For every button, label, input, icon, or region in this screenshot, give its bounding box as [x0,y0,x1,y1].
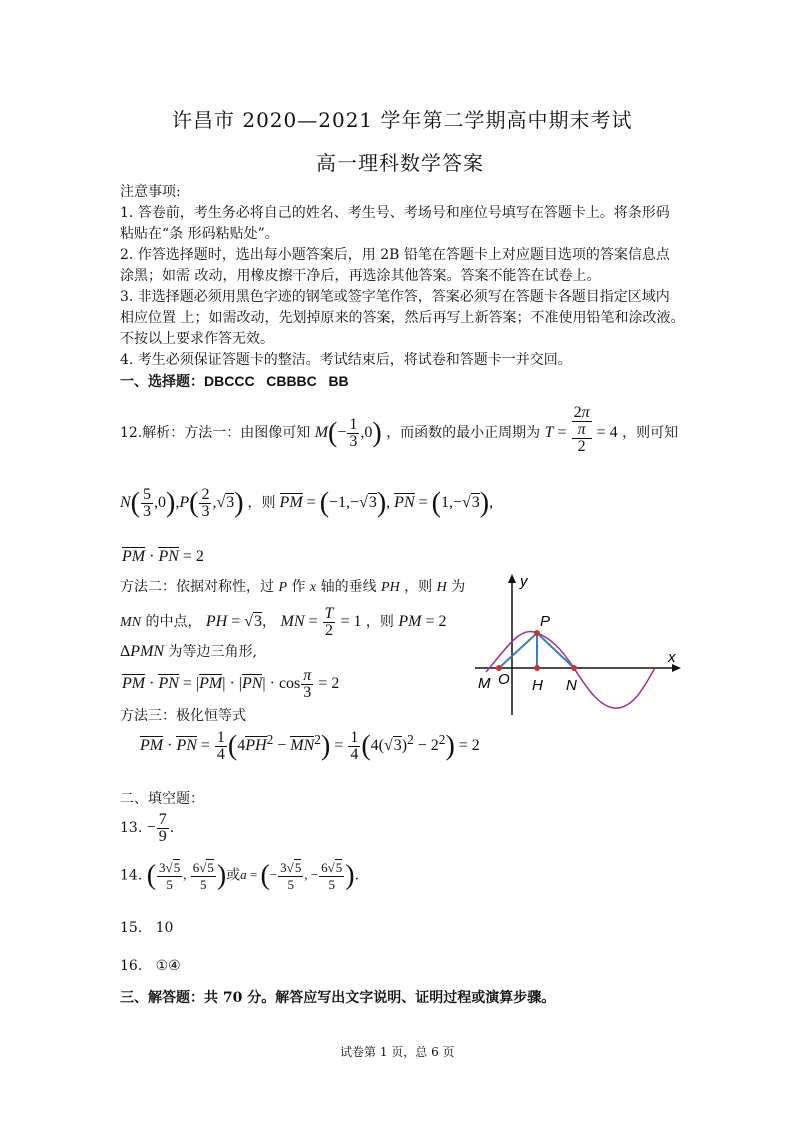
sine-graph [470,570,690,720]
q14-answer: 14. ( $\frac{3√5}{5}$ , $\frac{6√5}{5}$ )或a = (− $\frac{3√5}{5}$ , − $\frac{6√5}{5}$ ). [120,860,360,892]
n-label: N [566,677,577,694]
notes-line: 粘贴在“条 形码粘贴处”。 [120,226,279,242]
q15-answer: 15. 10 [120,920,174,936]
notes-line: 4. 考生必须保证答题卡的整洁。考试结束后，将试卷和答题卡一并交回。 [120,352,572,368]
m-label: M [478,675,491,692]
q13-answer: 13. − $\frac{7}{9}$ . [120,811,175,845]
m2-text: ，则 [404,579,433,595]
m2-text: 的中点， [145,614,202,631]
x-label: x [668,649,676,666]
q12-mid: ，而函数的最小正周期为 [386,425,541,441]
method2-line1: 方法二：依据对称性，过 P 作 x 轴的垂线 PH ，则 H 为 [120,579,466,595]
m2-text: 为等边三角形, [168,644,257,660]
method2-line2: MN 的中点， PH = √3， MN = $\frac{T}{2}$ = 1 ，则 PM = 2 [120,605,447,639]
point-m-expr: M(− $\frac{1}{3}$ ,0) [314,415,382,450]
page-subtitle: 高一理科数学答案 [316,151,484,175]
q12-line2: N( $\frac{5}{3}$ ,0),P( $\frac{2}{3}$ ,√3) ，则 PM = (−1,−√3), PN = (1,−√3), [120,486,494,520]
m2-text: 轴的垂线 [320,579,377,595]
y-label: y [520,573,528,590]
q12-intro: 12.解析：方法一：由图像可知 [120,425,311,441]
point-p [534,630,540,636]
q12-end: ，则可知 [622,425,679,441]
period-expr: T = 2π π 2 = 4 [544,404,618,455]
m2-text: 为 [451,579,466,595]
method2-formula: PM · PN = |PM| · |PN| · cos $\frac{\pi}{3}$ = 2 [122,667,340,701]
notes-line: 不按以上要求作答无效。 [120,331,274,347]
segment-pn [537,633,574,668]
notes-line: 2. 作答选择题时，选出每小题答案后，用 2B 铅笔在答题卡上对应题目选项的答案信息点 [120,247,670,263]
m2-text: 方法二：依据对称性，过 [120,579,274,595]
q13-number: 13. [120,820,143,837]
q12-dot-result: PM · PN = 2 [122,548,204,565]
q12-result: = 2 [182,548,204,565]
section2-label: 二、填空题： [120,791,204,807]
section1-label: 一、选择题： [120,374,204,390]
q14-number: 14. [120,867,143,884]
notes-line: 涂黑；如需 改动，用橡皮擦干净后，再选涂其他答案。答案不能答在试卷上。 [120,268,601,284]
notes-line: 相应位置 上；如需改动，先划掉原来的答案，然后再写上新答案；不准使用铅笔和涂改液。 [120,310,685,326]
notes-heading: 注意事项: [120,184,181,200]
notes-line: 1. 答卷前，考生务必将自己的姓名、考生号、考场号和座位号填写在答题卡上。将条形码 [120,205,670,221]
q16-answer: 16. ①④ [120,958,181,974]
method3-formula: PM · PN = $\frac{1}{4}$ $(4PH^2 - MN^2)$ = $\frac{1}{4}$ $(4(√3)^2 - 2^2) = 2$ [140,729,480,763]
point-h [534,665,540,671]
section1-answers: DBCCC CBBBC BB [204,373,349,389]
q14-or: 或 [226,867,241,884]
m2-text: 作 [291,579,306,595]
choice-answers [120,371,349,393]
h-label: H [532,677,543,694]
m2-text: ，则 [365,614,394,631]
q12-line1 [120,405,678,465]
y-axis-arrow [508,574,516,583]
method2-line3: ΔPMN 为等边三角形, [120,643,257,660]
point-n [571,665,577,671]
page-footer: 试卷第 1 页，总 6 页 [340,1045,455,1059]
o-label: O [498,671,510,688]
q12-then: ，则 [247,495,276,512]
section3-label: 三、解答题：共 70 分。解答应写出文字说明、证明过程或演算步骤。 [120,990,556,1006]
p-label: P [540,613,551,630]
method3-title: 方法三：极化恒等式 [120,708,246,724]
notes-line: 3. 非选择题必须用黑色字迹的钢笔或签字笔作答，答案必须写在答题卡各题目指定区域内 [120,289,670,305]
page-title: 许昌市 2020—2021 学年第二学期高中期末考试 [172,108,633,132]
